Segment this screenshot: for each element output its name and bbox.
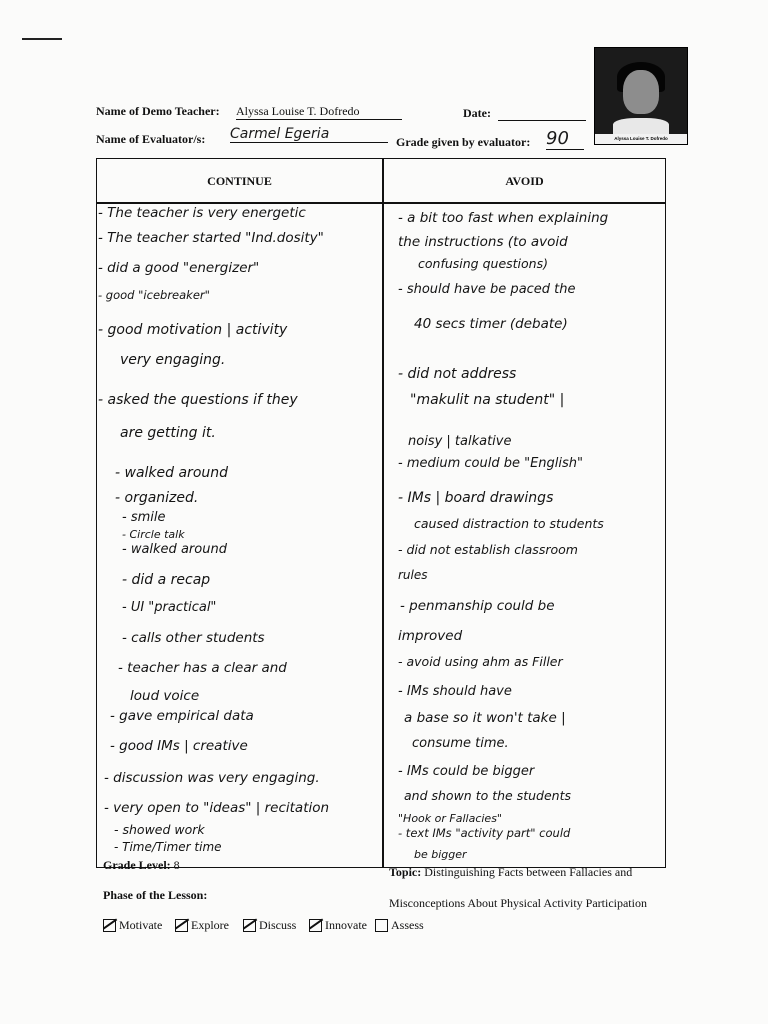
continue-item: - good IMs | creative — [110, 738, 248, 754]
avoid-header: AVOID — [505, 174, 544, 188]
date-value — [498, 106, 586, 121]
avoid-item: "Hook or Fallacies" — [398, 812, 502, 825]
avoid-item: improved — [398, 628, 463, 644]
avoid-item: confusing questions) — [418, 256, 548, 271]
avoid-item: be bigger — [414, 848, 467, 861]
avoid-item: - should have be paced the — [398, 282, 576, 297]
corner-mark — [22, 38, 62, 40]
evaluator-value: Carmel Egeria — [230, 126, 388, 143]
continue-item: - good "icebreaker" — [98, 288, 210, 302]
header-row-line — [97, 202, 665, 204]
avoid-item: - penmanship could be — [400, 598, 555, 614]
phase-explore[interactable] — [175, 918, 229, 933]
continue-item: - showed work — [114, 822, 205, 837]
grade-given-value: 90 — [546, 128, 584, 150]
phase-checkbox[interactable] — [103, 919, 116, 932]
topic-label: Topic: — [389, 865, 422, 879]
phase-label-item: Explore — [191, 918, 229, 932]
avoid-item: - medium could be "English" — [398, 456, 584, 471]
continue-item: - smile — [122, 510, 166, 525]
phase-checkbox[interactable] — [175, 919, 188, 932]
phase-checkbox[interactable] — [375, 919, 388, 932]
avoid-item: 40 secs timer (debate) — [414, 316, 568, 332]
avoid-item: - did not address — [398, 366, 517, 382]
avoid-item: "makulit na student" | — [410, 392, 565, 408]
phase-motivate[interactable] — [103, 918, 162, 933]
grade-level-value: 8 — [173, 858, 180, 872]
phase-checkbox[interactable] — [243, 919, 256, 932]
avoid-item: - did not establish classroom — [398, 542, 578, 557]
phase-label — [103, 888, 207, 903]
continue-item: - teacher has a clear and — [118, 660, 287, 676]
date-label: Date: — [463, 106, 491, 120]
avoid-item: the instructions (to avoid — [398, 234, 568, 250]
continue-item: - did a recap — [122, 572, 211, 588]
photo-collar — [613, 118, 669, 134]
continue-item: - very open to "ideas" | recitation — [104, 800, 330, 816]
continue-item: - gave empirical data — [110, 708, 254, 724]
photo-face — [623, 70, 659, 114]
continue-item: - organized. — [115, 490, 199, 506]
continue-item: - The teacher started "Ind.dosity" — [98, 230, 324, 246]
phase-assess[interactable] — [375, 918, 424, 933]
demo-teacher-value: Alyssa Louise T. Dofredo — [236, 104, 402, 120]
continue-item: - walked around — [115, 465, 229, 481]
avoid-item: a base so it won't take | — [404, 710, 566, 726]
continue-item: - UI "practical" — [122, 600, 217, 615]
avoid-item: caused distraction to students — [414, 516, 604, 531]
continue-item: - asked the questions if they — [98, 392, 298, 408]
continue-item: are getting it. — [120, 425, 216, 441]
photo-caption: Alyssa Louise T. Dofredo — [595, 134, 687, 144]
avoid-item: consume time. — [412, 736, 509, 751]
continue-item: - Time/Timer time — [114, 840, 222, 854]
avoid-item: - avoid using ahm as Filler — [398, 654, 563, 669]
avoid-item: - IMs could be bigger — [398, 764, 535, 779]
continue-item: - discussion was very engaging. — [104, 770, 320, 786]
continue-header: CONTINUE — [207, 174, 272, 188]
phase-innovate[interactable] — [309, 918, 367, 933]
topic-value-line1: Distinguishing Facts between Fallacies and — [424, 865, 633, 879]
continue-item: loud voice — [130, 688, 200, 704]
continue-item: - did a good "energizer" — [98, 260, 260, 276]
continue-item: very engaging. — [120, 352, 226, 368]
avoid-item: - text IMs "activity part" could — [398, 826, 571, 840]
avoid-item: - IMs | board drawings — [398, 490, 554, 506]
phase-label-item: Discuss — [259, 918, 297, 932]
grade-level-label: Grade Level: — [103, 858, 171, 872]
continue-item: - The teacher is very energetic — [98, 205, 306, 221]
topic — [389, 865, 632, 880]
avoid-item: - a bit too fast when explaining — [398, 210, 609, 226]
grade-given-label: Grade given by evaluator: — [396, 135, 531, 149]
continue-item: - calls other students — [122, 630, 265, 646]
avoid-item: noisy | talkative — [408, 434, 512, 449]
demo-teacher-label: Name of Demo Teacher: — [96, 104, 220, 118]
topic-value-line2: Misconceptions About Physical Activity Participation — [389, 896, 647, 910]
phase-checkbox[interactable] — [309, 919, 322, 932]
phase-label-item: Innovate — [325, 918, 367, 932]
column-divider — [382, 159, 384, 867]
continue-item: - Circle talk — [122, 528, 185, 541]
evaluator-label: Name of Evaluator/s: — [96, 132, 206, 146]
phase-label-text: Phase of the Lesson: — [103, 888, 208, 902]
phase-discuss[interactable] — [243, 918, 296, 933]
continue-item: - walked around — [122, 542, 227, 557]
avoid-item: rules — [398, 568, 428, 582]
phase-label-item: Motivate — [119, 918, 163, 932]
avoid-item: and shown to the students — [404, 788, 571, 803]
grade-level — [103, 858, 180, 873]
teacher-photo — [594, 47, 688, 145]
avoid-item: - IMs should have — [398, 684, 512, 699]
continue-item: - good motivation | activity — [98, 322, 288, 338]
phase-label-item: Assess — [391, 918, 424, 932]
